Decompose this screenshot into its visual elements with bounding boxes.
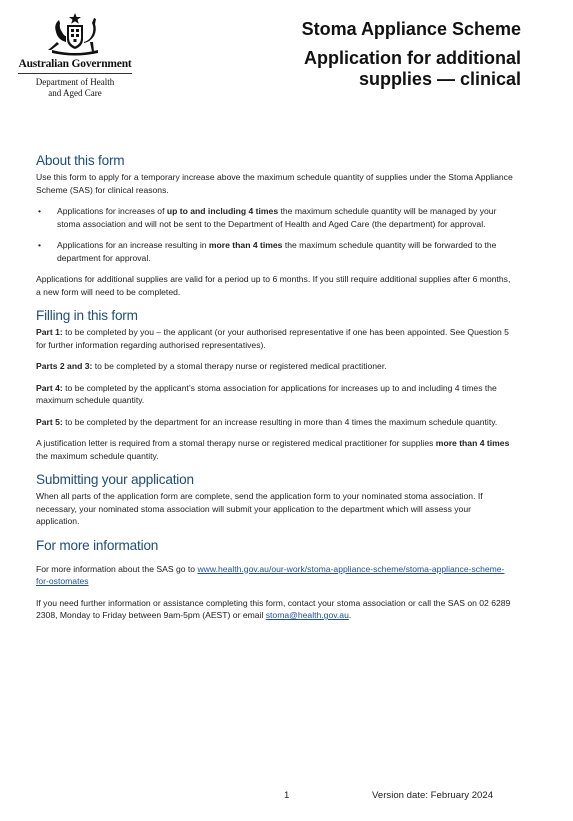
more-info-website: For more information about the SAS go to www.health.gov.au/our-work/stoma-appliance-scheme/stoma-appliance-scheme-for-ostomates xyxy=(36,563,505,586)
part-5-description: Part 5: to be completed by the department for an increase resulting in more than 4 times the maximum schedule quantity. xyxy=(36,416,498,427)
form-title-line-1: Application for additional xyxy=(304,48,521,68)
list-item: • Applications for an increase resulting in more than 4 times the maximum schedule quantity will be forwarded to the department for approval. xyxy=(38,240,497,263)
bullet-icon: • xyxy=(38,206,42,216)
justification-note: A justification letter is required from a stomal therapy nurse or registered medical practitioner for supplies more than 4 times the maximum schedule quantity. xyxy=(36,438,510,461)
coat-of-arms-icon xyxy=(44,12,106,56)
filling-heading: Filling in this form xyxy=(36,308,138,323)
form-title xyxy=(302,48,521,90)
more-info-contact: If you need further information or assistance completing this form, contact your stoma association or call the SAS on 02 6289 2308, Monday to Friday between 9am-5pm (AEST) or email stoma@health.gov.au. xyxy=(36,597,511,620)
more-info-heading: For more information xyxy=(36,537,159,553)
bullet-icon: • xyxy=(38,240,42,250)
department-name-line-1: Department of Health xyxy=(35,77,115,87)
about-intro: Use this form to apply for a temporary increase above the maximum schedule quantity of supplies under the Stoma Appliance Scheme (SAS) for clinical reasons. xyxy=(36,172,513,195)
version-date: Version date: February 2024 xyxy=(372,790,494,801)
submitting-heading: Submitting your application xyxy=(36,472,194,487)
government-logo xyxy=(14,12,136,99)
document-body xyxy=(36,152,516,631)
submitting-text: When all parts of the application form are complete, send the application form to your nominated stoma association. If necessary, your nominated stoma association will submit your application to the department which will assess your application. xyxy=(36,491,483,526)
parts-2-3-description: Parts 2 and 3: to be completed by a stomal therapy nurse or registered medical practitioner. xyxy=(36,361,387,371)
logo-divider xyxy=(18,73,132,74)
sas-email-link[interactable]: stoma@health.gov.au xyxy=(265,610,349,620)
sas-website-link[interactable]: www.health.gov.au/our-work/stoma-appliance-scheme/stoma-appliance-scheme-for-ostomates xyxy=(36,563,505,586)
form-title-line-2: supplies — clinical xyxy=(358,69,521,89)
about-heading: About this form xyxy=(36,153,125,168)
government-name: Australian Government xyxy=(18,58,132,70)
scheme-title: Stoma Appliance Scheme xyxy=(301,19,521,39)
document-title-block xyxy=(302,18,521,90)
department-name-line-2: and Aged Care xyxy=(48,88,102,98)
part-4-description: Part 4: to be completed by the applicant’s stoma association for applications for increases up to and including 4 times the maximum schedule quantity. xyxy=(36,382,497,405)
about-bullet-list xyxy=(36,205,516,264)
page-number: 1 xyxy=(284,790,290,801)
list-item: • Applications for increases of up to and including 4 times the maximum schedule quantity will be managed by your stoma association and will not be sent to the Department of Health and Aged Care (the department) for approval. xyxy=(38,206,497,229)
part-1-description: Part 1: to be completed by you – the applicant (or your authorised representative if one has been appointed. See Question 5 for further information regarding authorised representatives). xyxy=(36,327,509,350)
validity-note: Applications for additional supplies are valid for a period up to 6 months. If you still require additional supplies after 6 months, a new form will need to be completed. xyxy=(36,274,511,297)
